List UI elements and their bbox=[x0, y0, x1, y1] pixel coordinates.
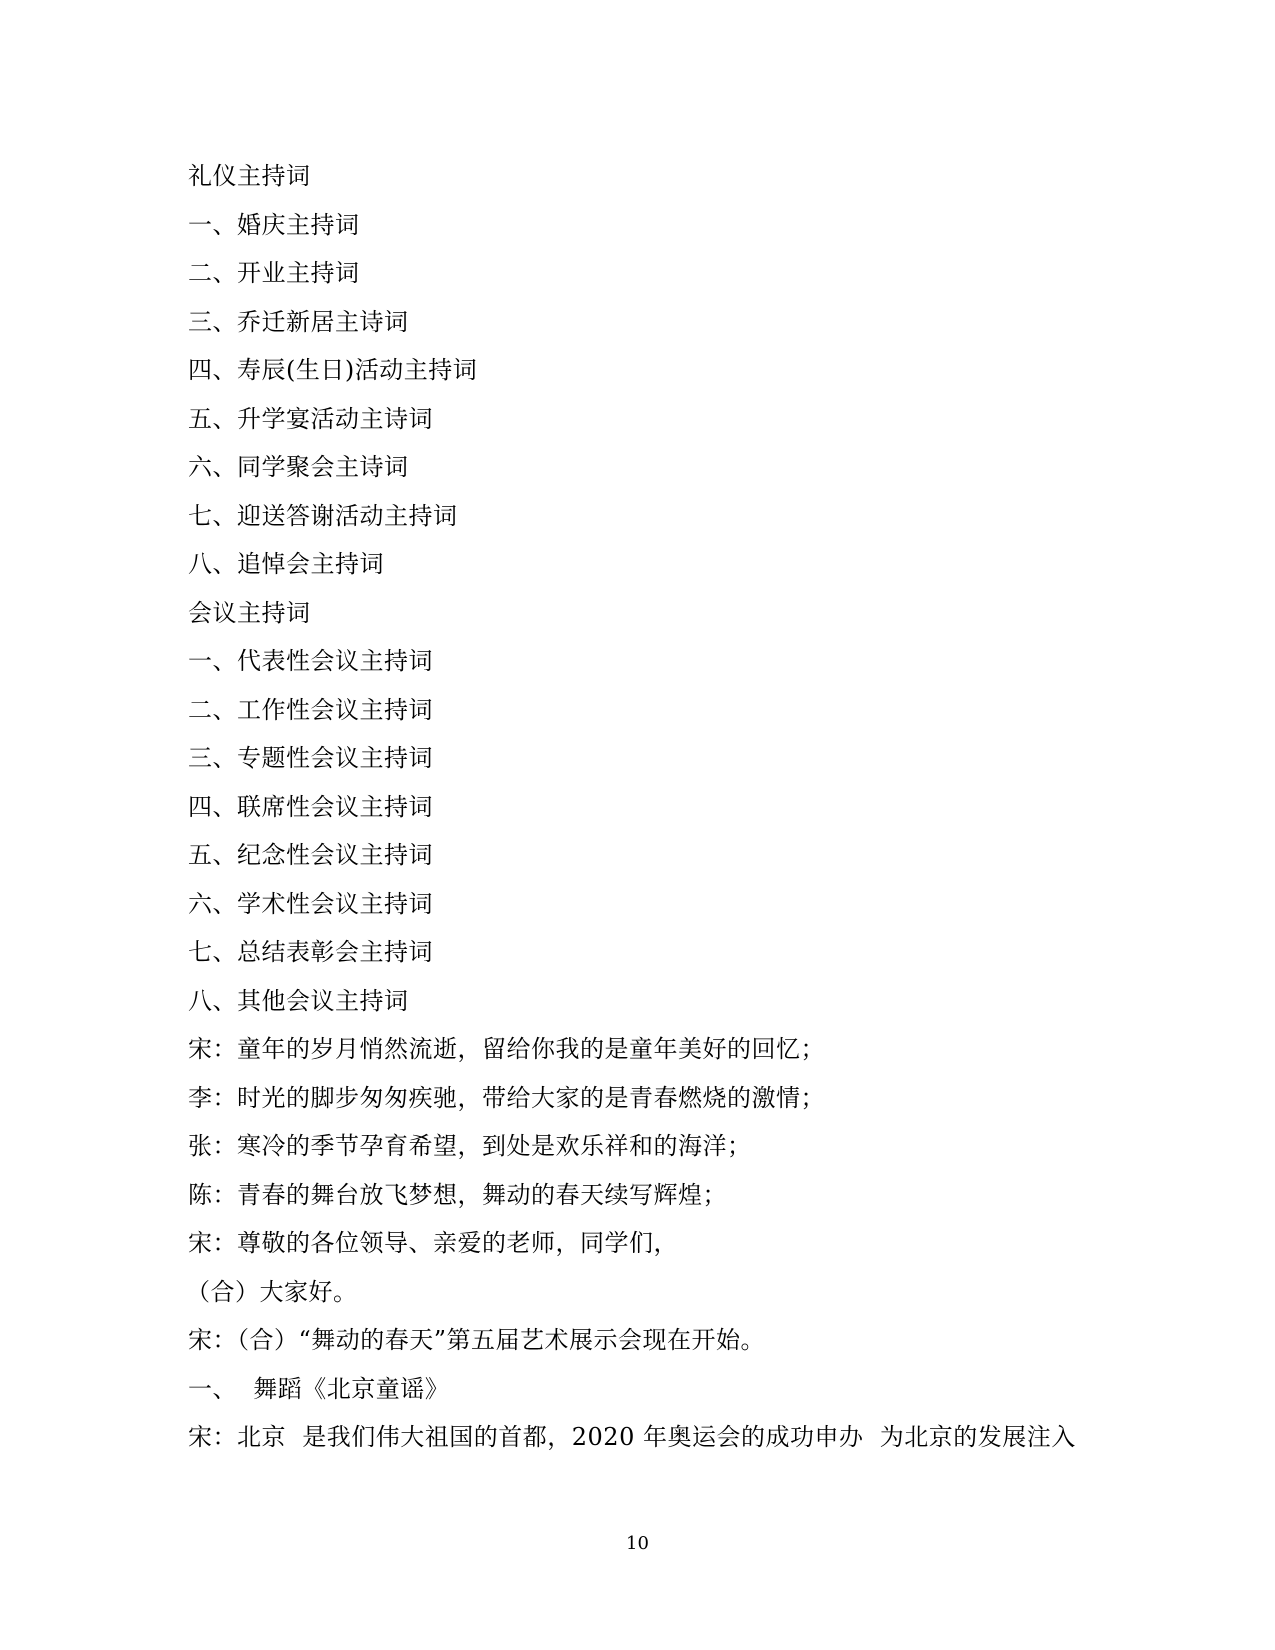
program-item-heading: 一、 舞蹈《北京童谣》 bbox=[188, 1374, 450, 1403]
list-item: 五、纪念性会议主持词 bbox=[188, 841, 433, 869]
list-item: 四、联席性会议主持词 bbox=[188, 792, 433, 821]
script-line: 宋：（合）“舞动的春天”第五届艺术展示会现在开始。 bbox=[188, 1326, 766, 1354]
section-heading-etiquette: 礼仪主持词 bbox=[188, 162, 311, 190]
list-item: 三、乔迁新居主诗词 bbox=[188, 307, 409, 336]
list-item: 六、学术性会议主持词 bbox=[188, 889, 433, 918]
script-line: 宋：童年的岁月悄然流逝，留给你我的是童年美好的回忆； bbox=[188, 1035, 825, 1063]
script-line: （合）大家好。 bbox=[186, 1277, 358, 1306]
list-item: 七、迎送答谢活动主持词 bbox=[188, 501, 458, 530]
document-body bbox=[188, 152, 1088, 1462]
list-item: 八、追悼会主持词 bbox=[188, 550, 384, 578]
list-item: 一、代表性会议主持词 bbox=[188, 647, 433, 675]
list-item: 三、专题性会议主持词 bbox=[188, 744, 433, 772]
list-item: 八、其他会议主持词 bbox=[188, 986, 409, 1015]
list-item: 五、升学宴活动主诗词 bbox=[188, 404, 433, 433]
script-line: 宋：北京 是我们伟大祖国的首都，2020 年奥运会的成功申办 为北京的发展注入 bbox=[188, 1423, 1076, 1451]
list-item: 二、工作性会议主持词 bbox=[188, 695, 433, 724]
section-heading-meeting: 会议主持词 bbox=[188, 598, 311, 627]
list-item: 一、婚庆主持词 bbox=[188, 210, 360, 239]
script-line: 宋：尊敬的各位领导、亲爱的老师，同学们， bbox=[188, 1229, 678, 1257]
list-item: 六、同学聚会主诗词 bbox=[188, 453, 409, 481]
list-item: 四、寿辰(生日)活动主持词 bbox=[188, 356, 478, 384]
page-number: 10 bbox=[626, 1533, 649, 1554]
list-item: 二、开业主持词 bbox=[188, 259, 360, 287]
script-line: 张：寒冷的季节孕育希望，到处是欢乐祥和的海洋； bbox=[188, 1132, 752, 1160]
script-line: 陈：青春的舞台放飞梦想，舞动的春天续写辉煌； bbox=[188, 1180, 727, 1209]
script-line: 李：时光的脚步匆匆疾驰，带给大家的是青春燃烧的激情； bbox=[188, 1083, 825, 1112]
list-item: 七、总结表彰会主持词 bbox=[188, 938, 433, 966]
